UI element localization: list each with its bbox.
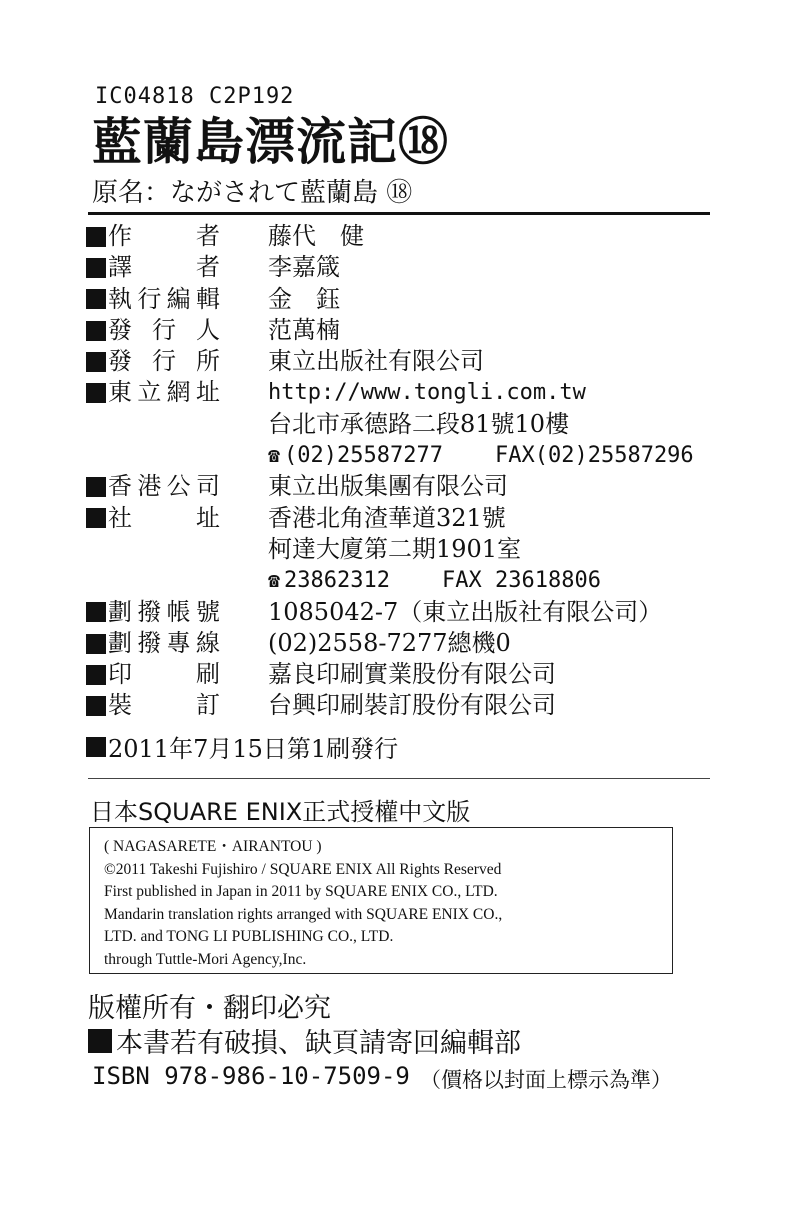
copyright-line: through Tuttle-Mori Agency,Inc. <box>104 950 307 968</box>
square-bullet-icon <box>86 289 106 309</box>
credit-row-postal-line <box>86 628 726 659</box>
credit-label: 香港公司 <box>108 472 220 501</box>
credit-value: 嘉良印刷實業股份有限公司 <box>268 660 556 689</box>
credit-row-hk-phone <box>86 565 726 596</box>
square-bullet-icon <box>86 634 106 654</box>
credit-value: 東立出版社有限公司 <box>268 347 484 376</box>
damage-notice-text: 本書若有破損、缺頁請寄回編輯部 <box>116 1028 521 1059</box>
credit-value: 金 鈺 <box>268 284 340 313</box>
square-bullet-icon <box>86 737 106 757</box>
square-bullet-icon <box>88 1029 112 1053</box>
isbn: ISBN 978-986-10-7509-9 <box>92 1062 410 1090</box>
square-bullet-icon <box>86 383 106 403</box>
square-bullet-icon <box>86 477 106 497</box>
copyright-line: First published in Japan in 2011 by SQUARE ENIX CO., LTD. <box>104 883 498 900</box>
credit-label: 發 行 人 <box>108 315 220 344</box>
square-bullet-icon <box>86 696 106 716</box>
copyright-line: ©2011 Takeshi Fujishiro / SQUARE ENIX All Rights Reserved <box>104 860 502 878</box>
credit-row-binder <box>86 690 726 721</box>
credit-value: 1085042-7（東立出版社有限公司） <box>268 597 663 626</box>
header-divider <box>88 212 710 215</box>
square-bullet-icon <box>86 508 106 528</box>
publish-date <box>86 729 398 764</box>
damage-notice <box>88 1021 521 1060</box>
credit-row-hk-company <box>86 471 726 502</box>
credit-row-website <box>86 377 726 408</box>
copyright-box <box>89 827 673 974</box>
credit-row-editor <box>86 284 726 315</box>
copyright-line: LTD. and TONG LI PUBLISHING CO., LTD. <box>104 928 394 945</box>
authorization-line: 日本SQUARE ENIX正式授權中文版 <box>90 798 471 826</box>
square-bullet-icon <box>86 665 106 685</box>
fax-number: FAX(02)25587296 <box>495 443 694 469</box>
credit-value: 藤代 健 <box>268 222 364 250</box>
rights-reserved: 版權所有・翻印必究 <box>88 993 331 1024</box>
website-url: http://www.tongli.com.tw <box>268 380 586 406</box>
credit-value: 柯達大廈第二期1901室 <box>268 534 522 563</box>
square-bullet-icon <box>86 258 106 278</box>
credit-row-hk-address <box>86 503 726 534</box>
book-title: 藍蘭島漂流記⑱ <box>92 112 449 171</box>
credit-value: 台興印刷裝訂股份有限公司 <box>268 691 556 720</box>
credit-label: 劃撥專線 <box>108 628 220 657</box>
credit-value: 范萬楠 <box>268 315 340 344</box>
credit-label: 作 者 <box>108 222 220 250</box>
section-divider <box>88 778 710 779</box>
credit-value: 李嘉箴 <box>268 253 340 282</box>
credit-value: 東立出版集團有限公司 <box>268 472 508 501</box>
credit-row-printer <box>86 659 726 690</box>
catalog-code: IC04818 C2P192 <box>95 84 295 109</box>
credit-label: 發 行 所 <box>108 347 220 376</box>
credit-label: 劃撥帳號 <box>108 597 220 626</box>
phone-number: 23862312 <box>284 568 391 594</box>
telephone-icon: ☎ <box>268 568 281 593</box>
credit-row-author <box>86 221 726 252</box>
credit-value: 台北市承德路二段81號10樓 <box>268 409 570 438</box>
credit-label: 裝 訂 <box>108 691 220 720</box>
credit-row-translator <box>86 252 726 283</box>
credit-row-taipei-address <box>86 409 726 440</box>
square-bullet-icon <box>86 352 106 372</box>
credit-row-postal-account <box>86 597 726 628</box>
credit-label: 譯 者 <box>108 253 220 282</box>
fax-number: FAX 23618806 <box>442 568 601 594</box>
credit-row-hk-address-2 <box>86 534 726 565</box>
copyright-line: ( NAGASARETE・AIRANTOU ) <box>104 838 322 855</box>
credits-list <box>86 221 726 722</box>
original-title: 原名：ながされて藍蘭島 ⑱ <box>92 178 413 208</box>
credit-label: 社 址 <box>108 503 220 532</box>
square-bullet-icon <box>86 227 106 247</box>
credit-label: 印 刷 <box>108 660 220 689</box>
telephone-icon: ☎ <box>268 443 281 468</box>
credit-label: 執行編輯 <box>108 284 220 313</box>
copyright-line: Mandarin translation rights arranged with SQUARE ENIX CO., <box>104 905 503 923</box>
publish-date-text: 2011年7月15日第1刷發行 <box>108 735 399 763</box>
phone-number: (02)25587277 <box>284 443 443 469</box>
credit-row-publishing-house <box>86 346 726 377</box>
credit-value: 香港北角渣華道321號 <box>268 503 506 532</box>
price-note: （價格以封面上標示為準） <box>420 1068 672 1092</box>
credit-value: (02)2558-7277總機0 <box>268 628 511 657</box>
credit-label: 東立網址 <box>108 378 220 407</box>
credit-row-taipei-phone <box>86 440 726 471</box>
square-bullet-icon <box>86 602 106 622</box>
credit-row-publisher <box>86 315 726 346</box>
square-bullet-icon <box>86 321 106 341</box>
